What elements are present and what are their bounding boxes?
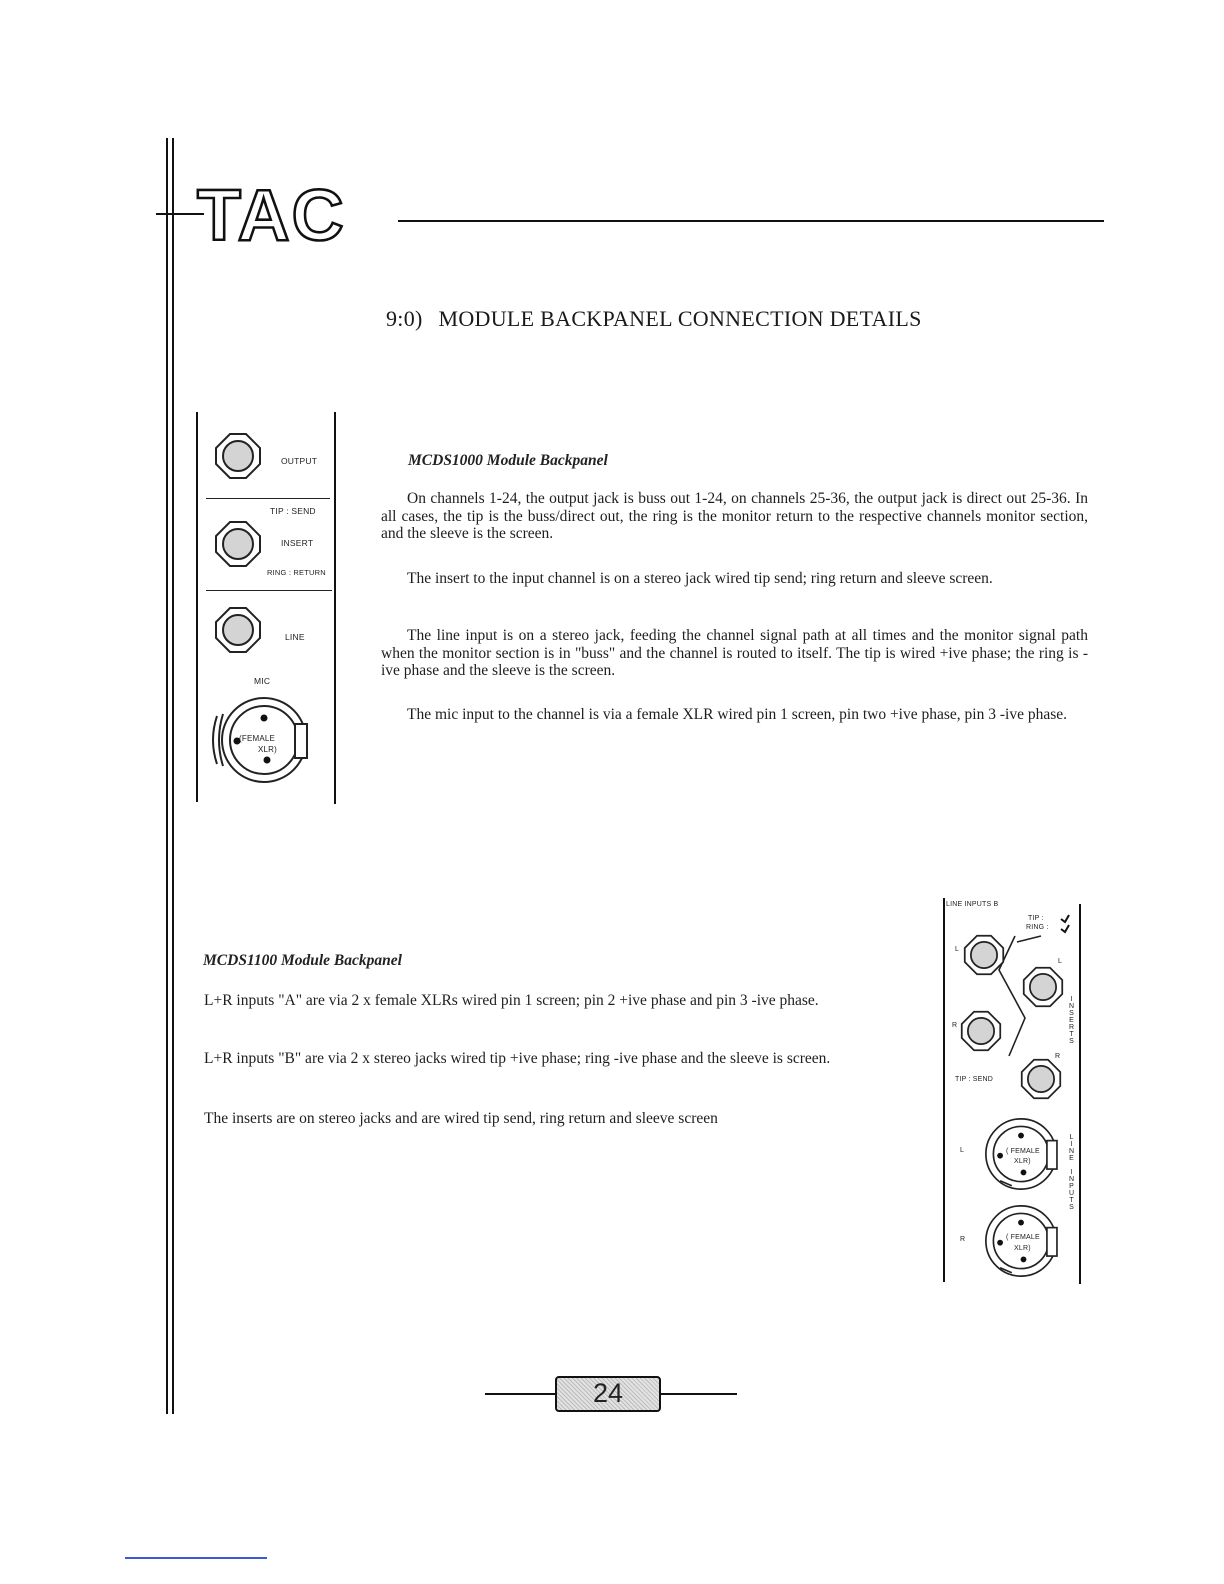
mcds1000-paragraph-output: On channels 1-24, the output jack is buss out 1-24, on channels 25-36, the output jack is direct out 25-36. In all cases, the tip is the buss/direct out, the ring is the monitor return to the respective channels monitor section, and the sleeve is the screen.: [381, 490, 1088, 542]
tip-label: TIP :: [1028, 915, 1044, 922]
output-jack-icon: [214, 432, 262, 480]
page-number: 24: [592, 1378, 624, 1408]
panel-left-edge: [943, 898, 945, 1282]
line-b-l-jack-icon: [963, 934, 1005, 976]
line-jack-icon: [214, 606, 262, 654]
line-label: LINE: [285, 632, 305, 642]
tip-send-label: TIP : SEND: [270, 506, 316, 516]
mcds1000-paragraph-mic: The mic input to the channel is via a female XLR wired pin 1 screen, pin two +ive phase, pin 3 -ive phase.: [407, 706, 1067, 723]
insert-l-jack-icon: [1022, 966, 1064, 1008]
insert-label: INSERT: [281, 538, 314, 548]
footer-underline: [125, 1557, 267, 1559]
panel-right-edge: [334, 412, 336, 804]
line-b-r-jack-icon: [960, 1010, 1002, 1052]
section-number: 9:0): [386, 306, 423, 331]
inserts-vertical-label: INSERTS: [1068, 996, 1075, 1045]
left-margin-rule: [166, 138, 168, 1414]
insert-l-label: L: [1058, 958, 1063, 965]
line-b-r-label: R: [952, 1022, 958, 1029]
xlr-label: XLR): [258, 745, 278, 754]
page-number-rule-right: [661, 1393, 737, 1395]
insert-jack-icon: [214, 520, 262, 568]
tac-logo: [195, 176, 395, 248]
panel-right-edge: [1079, 904, 1081, 1284]
mcds1000-paragraph-line: The line input is on a stereo jack, feeding the channel signal path at all times and the monitor signal path when the monitor section is in "buss" and the channel is routed to itself. The tip is wired +ive phase; the ring is -ive phase and the sleeve is the screen.: [381, 627, 1088, 679]
panel-left-edge: [196, 412, 198, 802]
line-b-l-label: L: [955, 946, 960, 953]
logo-text: TAC: [197, 176, 346, 248]
insert-r-label: R: [1055, 1053, 1061, 1060]
xlr-l-xlr-label: XLR): [1014, 1158, 1031, 1165]
output-label: OUTPUT: [281, 456, 318, 466]
panel-divider: [206, 498, 330, 499]
xlr-r-female-label: ( FEMALE: [1006, 1234, 1040, 1241]
xlr-r-label: R: [960, 1236, 966, 1243]
section-title: [386, 306, 922, 332]
panel-divider: [206, 590, 332, 591]
header-rule: [398, 220, 1104, 222]
ring-return-label: RING : RETURN: [267, 568, 326, 577]
line-inputs-vertical-label: LINE INPUTS: [1068, 1134, 1075, 1211]
tip-send-label: TIP : SEND: [955, 1076, 994, 1083]
xlr-l-female-label: ( FEMALE: [1006, 1148, 1040, 1155]
left-margin-rule-inner: [172, 138, 174, 1414]
mcds1100-heading: MCDS1100 Module Backpanel: [203, 952, 402, 969]
page-number-badge: [555, 1376, 661, 1412]
mcds1000-heading: MCDS1000 Module Backpanel: [408, 452, 608, 469]
xlr-l-label: L: [960, 1147, 965, 1154]
xlr-r-connector-icon: [975, 1200, 1067, 1282]
mcds1100-paragraph-inserts: The inserts are on stereo jacks and are wired tip send, ring return and sleeve screen: [204, 1110, 718, 1127]
mcds1000-paragraph-insert: The insert to the input channel is on a stereo jack wired tip send; ring return and sleeve screen.: [407, 570, 993, 587]
section-title-text: MODULE BACKPANEL CONNECTION DETAILS: [438, 306, 922, 331]
insert-r-jack-icon: [1020, 1058, 1062, 1100]
page-number-rule-left: [485, 1393, 555, 1395]
mcds1100-paragraph-inputs-b: L+R inputs "B" are via 2 x stereo jacks wired tip +ive phase; ring -ive phase and the sleeve is screen.: [204, 1050, 831, 1067]
xlr-female-label: (FEMALE: [239, 734, 276, 743]
xlr-r-xlr-label: XLR): [1014, 1245, 1031, 1252]
mic-label: MIC: [254, 676, 271, 686]
ring-label: RING :: [1026, 924, 1049, 931]
line-inputs-b-label: LINE INPUTS B: [946, 901, 999, 908]
mcds1100-paragraph-inputs-a: L+R inputs "A" are via 2 x female XLRs wired pin 1 screen; pin 2 +ive phase and pin 3 -ive phase.: [204, 992, 819, 1009]
